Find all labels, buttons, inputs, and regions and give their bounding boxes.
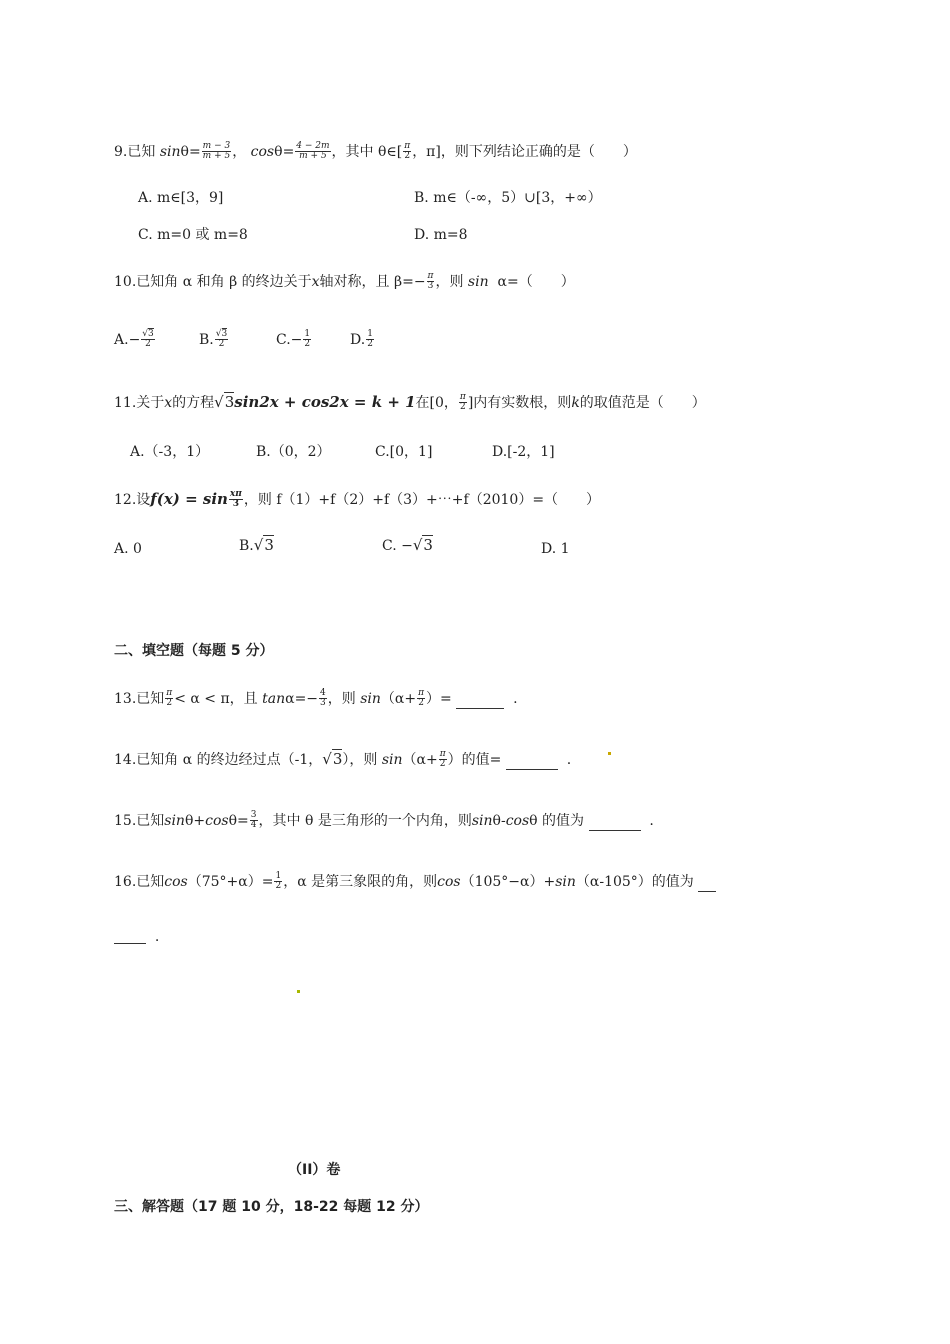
math-cos: cos [164,873,188,890]
math-neg: − [128,331,141,348]
question-12 [114,490,600,510]
fraction-denominator: 2 [145,339,151,350]
question-text: ，其中 θ 是三角形的一个内角，则 [258,812,472,829]
fraction-denominator: 3 [232,499,240,510]
fraction-numerator: π [439,749,446,759]
question-text: （75°+α）= [187,873,274,890]
fraction-pi-2 [403,142,411,162]
sqrt-3: √3 [322,749,343,768]
q10-option-a [114,330,156,350]
fraction-1-2 [274,872,282,892]
fraction-xpi-3 [229,490,243,510]
fraction-denominator: 2 [460,402,466,413]
question-text: （α-105°）的值为 [575,873,694,890]
question-text: ，α 是第三象限的角，则 [283,873,438,890]
math-sin: sin [159,143,181,160]
question-text: ，其中 θ∈[ [331,143,403,160]
q12-option-b [239,538,274,553]
question-text: α= [285,690,307,707]
question-text: ）= [426,690,452,707]
question-text: （α+ [402,751,438,768]
option-label: C. [276,331,291,348]
question-13 [114,689,518,709]
fraction-pi-3 [427,272,435,292]
fraction-numerator: √3 [215,329,228,339]
fraction-denominator: 3 [427,281,434,292]
stray-mark [608,752,611,755]
radicand: 3 [264,536,274,554]
math-x: x [164,394,173,411]
math-sin: sin [164,812,185,829]
math-equation: sin2x + cos2x = k + 1 [234,392,416,411]
radicand: 3 [332,749,343,768]
fraction-numerator: m − 3 [202,141,231,151]
fraction-numerator: π [166,688,173,698]
radicand: 3 [423,536,433,554]
answer-blank[interactable] [114,931,146,944]
fraction-pi-2 [439,750,447,770]
fraction-pi-2 [417,689,425,709]
q11-option-d: D.[-2，1] [492,444,555,460]
math-sin: sin [555,873,576,890]
fraction-1-2 [303,330,311,350]
q10-option-c [276,330,312,350]
q12-option-c [382,538,433,553]
math-neg: − [413,273,426,290]
math-neg: − [306,690,319,707]
question-text: 10.已知角 α 和角 β 的终边关于 [114,273,312,290]
answer-blank[interactable] [589,818,641,831]
fraction-3-4 [250,811,258,831]
q11-option-a: A.（-3，1） [130,444,210,460]
math-x: x [311,273,320,290]
question-text: f（1）+f（2）+f（3）+⋯+f（2010）=（ ） [276,491,601,508]
question-text: 12.设 [114,491,151,508]
question-text: ，则 [435,273,464,290]
math-neg: − [290,331,303,348]
fraction-denominator: 4 [250,820,257,831]
question-text: （105°−α）+ [460,873,556,890]
question-text: （α+ [380,690,417,707]
q11-option-c: C.[0，1] [375,444,433,460]
fraction-denominator: 2 [404,151,411,162]
fraction-denominator: 2 [367,339,373,350]
fraction-sqrt3-2 [141,330,154,350]
fraction-denominator: 2 [275,881,282,892]
fraction-numerator: π [404,141,411,151]
question-9 [114,142,637,162]
math-cos: cos [437,873,461,890]
section-heading-fill-in: 二、填空题（每题 5 分） [114,643,274,659]
option-label: A. [114,331,129,348]
math-minus: - [500,812,506,829]
fraction-1-2 [366,330,374,350]
math-tan: tan [262,690,286,707]
punct: . [154,929,160,945]
question-16 [114,872,716,892]
question-text: θ 的值为 [529,812,585,829]
fraction-numerator: √3 [142,329,154,339]
question-text: 轴对称，且 β= [319,273,414,290]
math-sin: sin [467,273,489,290]
math-k: k [571,394,580,411]
q11-option-b: B.（0，2） [256,444,331,460]
q9-option-d: D. m=8 [414,227,468,243]
fraction-denominator: 2 [218,339,225,350]
fraction-denominator: 2 [304,339,311,350]
question-text: ，π]，则下列结论正确的是（ ） [412,143,637,160]
math-plus: + [193,812,206,829]
answer-blank[interactable] [506,757,558,770]
question-text: α=（ ） [497,273,575,290]
fraction-1 [202,142,232,162]
q9-option-a: A. m∈[3，9] [138,190,224,206]
q10-option-d [350,330,375,350]
fraction-numerator: 1 [275,871,282,881]
math-eq: = [188,143,201,160]
question-text: 的方程 [172,394,215,411]
math-sin: sin [471,812,493,829]
math-cos: cos [205,812,229,829]
fraction-4-3 [319,689,327,709]
question-text: < α < π，且 [174,690,258,707]
question-text: 13.已知 [114,690,165,707]
question-10 [114,272,575,292]
math-cos: cos [505,812,530,829]
math-function: f(x) = sin [150,489,228,508]
fraction-denominator: 2 [166,698,173,709]
math-sin: sin [360,690,381,707]
q10-option-b [199,330,229,350]
sqrt-3: √3 [214,392,235,411]
math-theta: θ [274,143,283,160]
fraction-denominator: 2 [418,698,424,709]
option-label: C. − [382,538,413,554]
punct: . [566,751,572,768]
question-text: 15.已知 [114,812,165,829]
option-label: D. [350,331,366,348]
q12-option-a: A. 0 [114,541,142,557]
math-sin: sin [381,751,403,768]
question-text: ），则 [342,751,378,768]
answer-blank[interactable] [456,696,504,709]
part-two-heading: （II）卷 [288,1162,341,1178]
math-theta: θ [184,812,194,829]
fraction-pi-2 [459,393,467,413]
math-eq: = [282,143,295,160]
sqrt-3: √3 [412,536,433,554]
fraction-numerator: π [427,271,434,281]
question-text: 的取值范是（ ） [579,394,706,411]
math-theta: θ [492,812,501,829]
fraction-2 [295,142,330,162]
question-text: 16.已知 [114,873,165,890]
question-14 [114,750,571,770]
section-heading-solutions: 三、解答题（17 题 10 分，18-22 每题 12 分） [114,1199,429,1215]
question-11 [114,393,706,413]
fraction-numerator: π [459,392,466,402]
question-text: θ= [228,812,249,829]
math-theta: θ [180,143,189,160]
question-text: ，则 [327,690,356,707]
fraction-sqrt3-2 [215,330,228,350]
option-label: B. [199,331,214,348]
fraction-numerator: 1 [367,329,373,339]
fraction-numerator: 3 [250,810,257,820]
punct: . [513,690,518,707]
punct: . [649,812,654,829]
radicand: 3 [221,329,228,339]
question-text: ）的值= [447,751,502,768]
fraction-numerator: 4 − 2m [296,141,330,151]
question-text: 11.关于 [114,394,165,411]
fraction-denominator: 3 [320,698,326,709]
fraction-numerator: 1 [304,329,311,339]
question-number: 9. [114,143,128,160]
fraction-numerator: xπ [229,489,242,499]
question-text: ，则 [243,491,272,508]
q9-option-c: C. m=0 或 m=8 [138,227,248,243]
question-text: ]内有实数根，则 [467,394,572,411]
question-text: 在[0， [415,394,458,411]
radicand: 3 [224,392,235,411]
question-text: 14.已知角 α 的终边经过点（-1， [114,751,323,768]
q12-option-d: D. 1 [541,541,570,557]
radicand: 3 [148,329,154,339]
fraction-pi-2 [165,689,173,709]
fraction-numerator: π [418,688,425,698]
sqrt-3: √3 [253,536,274,554]
question-15 [114,811,654,831]
stray-mark [297,990,300,993]
punct: ， [232,143,247,160]
fraction-denominator: m + 5 [202,151,231,162]
fraction-numerator: 4 [320,688,326,698]
question-text: 已知 [127,143,156,160]
math-cos: cos [250,143,275,160]
fraction-denominator: m + 5 [299,151,327,162]
option-label: B. [239,538,254,554]
q9-option-b: B. m∈（-∞，5）∪[3，+∞） [414,190,602,206]
fraction-denominator: 2 [439,759,446,770]
answer-blank[interactable] [698,879,716,892]
question-16-continued [114,930,159,944]
